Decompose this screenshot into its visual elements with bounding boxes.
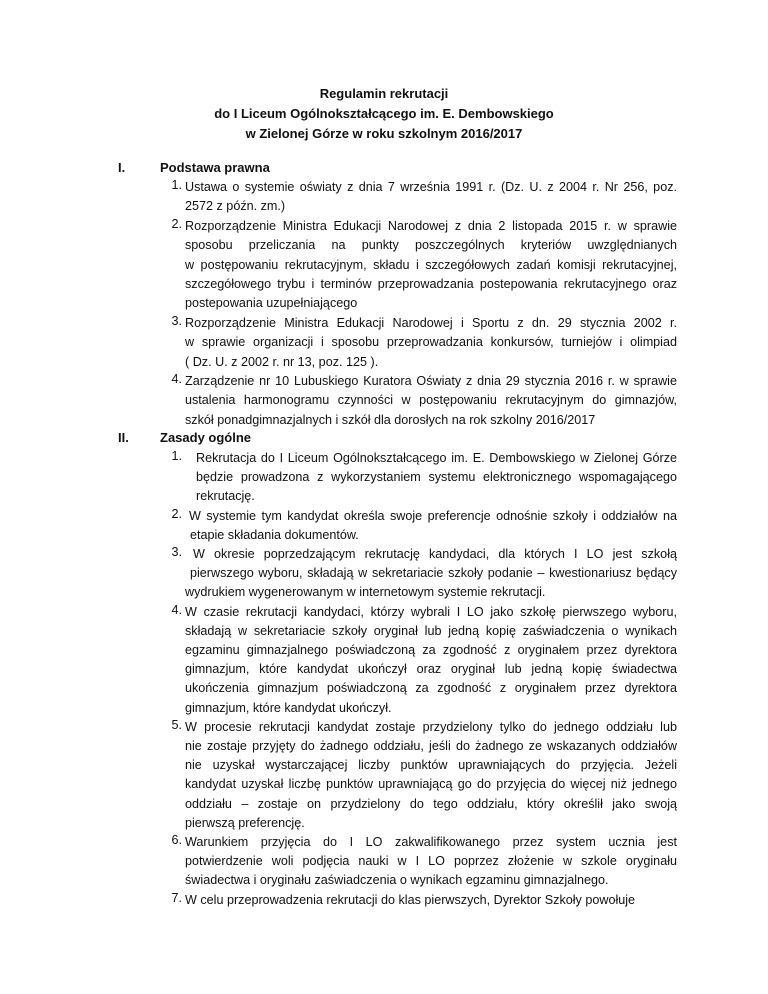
section1-item-3-line: Rozporządzenie Ministra Edukacji Narodowej i Sportu z dn. 29 stycznia 2002 r. <box>185 315 677 330</box>
section2-item-7-number: 7. <box>171 890 182 905</box>
section2-item-3-line: wydrukiem wygenerowanym w internetowym systemie rekrutacji. <box>185 585 546 600</box>
section2-item-6-line: potwierdzenie woli podjęcia nauki w I LO poprzez złożenie w szkole oryginału <box>185 854 677 869</box>
section2-item-5-number: 5. <box>171 717 182 732</box>
section2-item-1-line: rekrutację. <box>196 489 255 504</box>
section1-item-4-number: 4. <box>171 372 182 386</box>
section2-item-5-line: nie zostaje przyjęty do żadnego oddziału, jeśli do żadnego ze wskazanych oddziałów <box>185 739 677 753</box>
document-title-line-1: Regulamin rekrutacji <box>319 86 449 101</box>
section2-item-1-number: 1. <box>171 449 182 463</box>
section-1-heading: Podstawa prawna <box>160 160 270 175</box>
section2-item-2-number: 2. <box>171 506 182 521</box>
section2-item-1-line: Rekrutacja do I Liceum Ogólnokształcącego im. E. Dembowskiego w Zielonej Górze <box>196 451 677 465</box>
section2-item-4-line: składają w sekretariacie szkoły oryginał lub jedną kopię zaświadczenia o wynikach <box>185 623 677 638</box>
section2-item-3-number: 3. <box>171 545 182 559</box>
section-2-heading: Zasady ogólne <box>160 430 252 445</box>
section2-item-2-line: W systemie tym kandydat określa swoje preferencje odnośnie szkoły i oddziałów na <box>189 508 677 523</box>
section2-item-5-line: nie uzyskał wystarczającej liczby punktów uprawniających do przyjęcia. Jeżeli <box>185 758 677 773</box>
section1-item-1-number: 1. <box>171 178 182 192</box>
section2-item-7-line: W celu przeprowadzenia rekrutacji do klas pierwszych, Dyrektor Szkoły powołuje <box>185 892 636 907</box>
section2-item-4-line: W czasie rekrutacji kandydaci, którzy wybrali I LO jako szkołę pierwszego wyboru, <box>185 604 677 619</box>
section1-item-2-line: sposobu przeliczania na punkty poszczególnych kryteriów uwzględnianych <box>185 238 677 253</box>
section1-item-1-line: Ustawa o systemie oświaty z dnia 7 września 1991 r. (Dz. U. z 2004 r. Nr 256, poz. <box>185 180 677 194</box>
section-1-number: I. <box>118 160 126 175</box>
section2-item-4-number: 4. <box>171 602 182 617</box>
section2-item-5-line: oddziału – zostaje on przydzielony do tego oddziału, który określił jako swoją <box>185 796 677 811</box>
section1-item-2-number: 2. <box>171 216 182 231</box>
document-title-line-3: w Zielonej Górze w roku szkolnym 2016/2017 <box>245 126 523 141</box>
section1-item-1-line: 2572 z późn. zm.) <box>185 199 286 214</box>
section2-item-3-line: W okresie poprzedzającym rekrutację kandydaci, dla których I LO jest szkołą <box>193 547 677 561</box>
section2-item-4-line: ukończenia gimnazjum poświadczoną za zgodność z oryginałem przez dyrektora <box>185 681 677 696</box>
section1-item-2-line: w postępowaniu rekrutacyjnym, składu i szczegółowych zadań komisji rekrutacyjnej, <box>185 257 677 272</box>
section2-item-1-line: będzie prowadzona z wykorzystaniem systemu elektronicznego wspomagającego <box>196 470 677 485</box>
document-title-line-2: do I Liceum Ogólnokształcącego im. E. Dembowskiego <box>214 106 554 121</box>
section2-item-5-line: pierwszą preferencję. <box>185 815 305 830</box>
section1-item-4-line: ustalenia harmonogramu czynności w postępowaniu rekrutacyjnym do gimnazjów, <box>185 393 677 408</box>
section1-item-3-line: w sprawie organizacji i sposobu przeprowadzania konkursów, turniejów i olimpiad <box>185 335 677 350</box>
section1-item-2-line: Rozporządzenie Ministra Edukacji Narodowej z dnia 2 listopada 2015 r. w sprawie <box>185 218 677 233</box>
section2-item-4-line: egzaminu gimnazjalnego poświadczoną za zgodność z oryginałem przez dyrektora <box>185 643 677 657</box>
section2-item-4-line: gimnazjum, które kandydat ukończył oraz oryginał lub jedną kopię świadectwa <box>185 662 677 677</box>
section1-item-3-number: 3. <box>171 313 182 328</box>
section2-item-3-line: pierwszego wyboru, składają w sekretariacie szkoły podanie – kwestionariusz będący <box>190 566 677 581</box>
section2-item-6-line: Warunkiem przyjęcia do I LO zakwalifikowanego przez system ucznia jest <box>185 835 677 849</box>
section2-item-6-line: świadectwa i oryginału zaświadczenia o wynikach egzaminu gimnazjalnego. <box>185 873 609 888</box>
section1-item-2-line: szczegółowego trybu i terminów przeprowadzania postepowania rekrutacyjnego oraz <box>185 277 677 291</box>
section1-item-4-line: szkół ponadgimnazjalnych i szkół dla dorosłych na rok szkolny 2016/2017 <box>185 412 596 427</box>
section2-item-5-line: kandydat uzyskał liczbę punktów uprawniającą go do przyjęcia do więcej niż jednego <box>185 777 677 792</box>
section2-item-4-line: gimnazjum, które kandydat ukończył. <box>185 700 392 715</box>
section-2-number: II. <box>118 430 129 445</box>
section1-item-2-line: postepowania uzupełniającego <box>185 296 358 311</box>
section2-item-2-line: etapie składania dokumentów. <box>190 527 359 542</box>
section2-item-6-number: 6. <box>171 833 182 847</box>
section1-item-4-line: Zarządzenie nr 10 Lubuskiego Kuratora Oświaty z dnia 29 stycznia 2016 r. w sprawie <box>185 374 677 388</box>
section1-item-3-line: ( Dz. U. z 2002 r. nr 13, poz. 125 ). <box>185 354 379 369</box>
section2-item-5-line: W procesie rekrutacji kandydat zostaje przydzielony tylko do jednego oddziału lub <box>185 719 677 734</box>
